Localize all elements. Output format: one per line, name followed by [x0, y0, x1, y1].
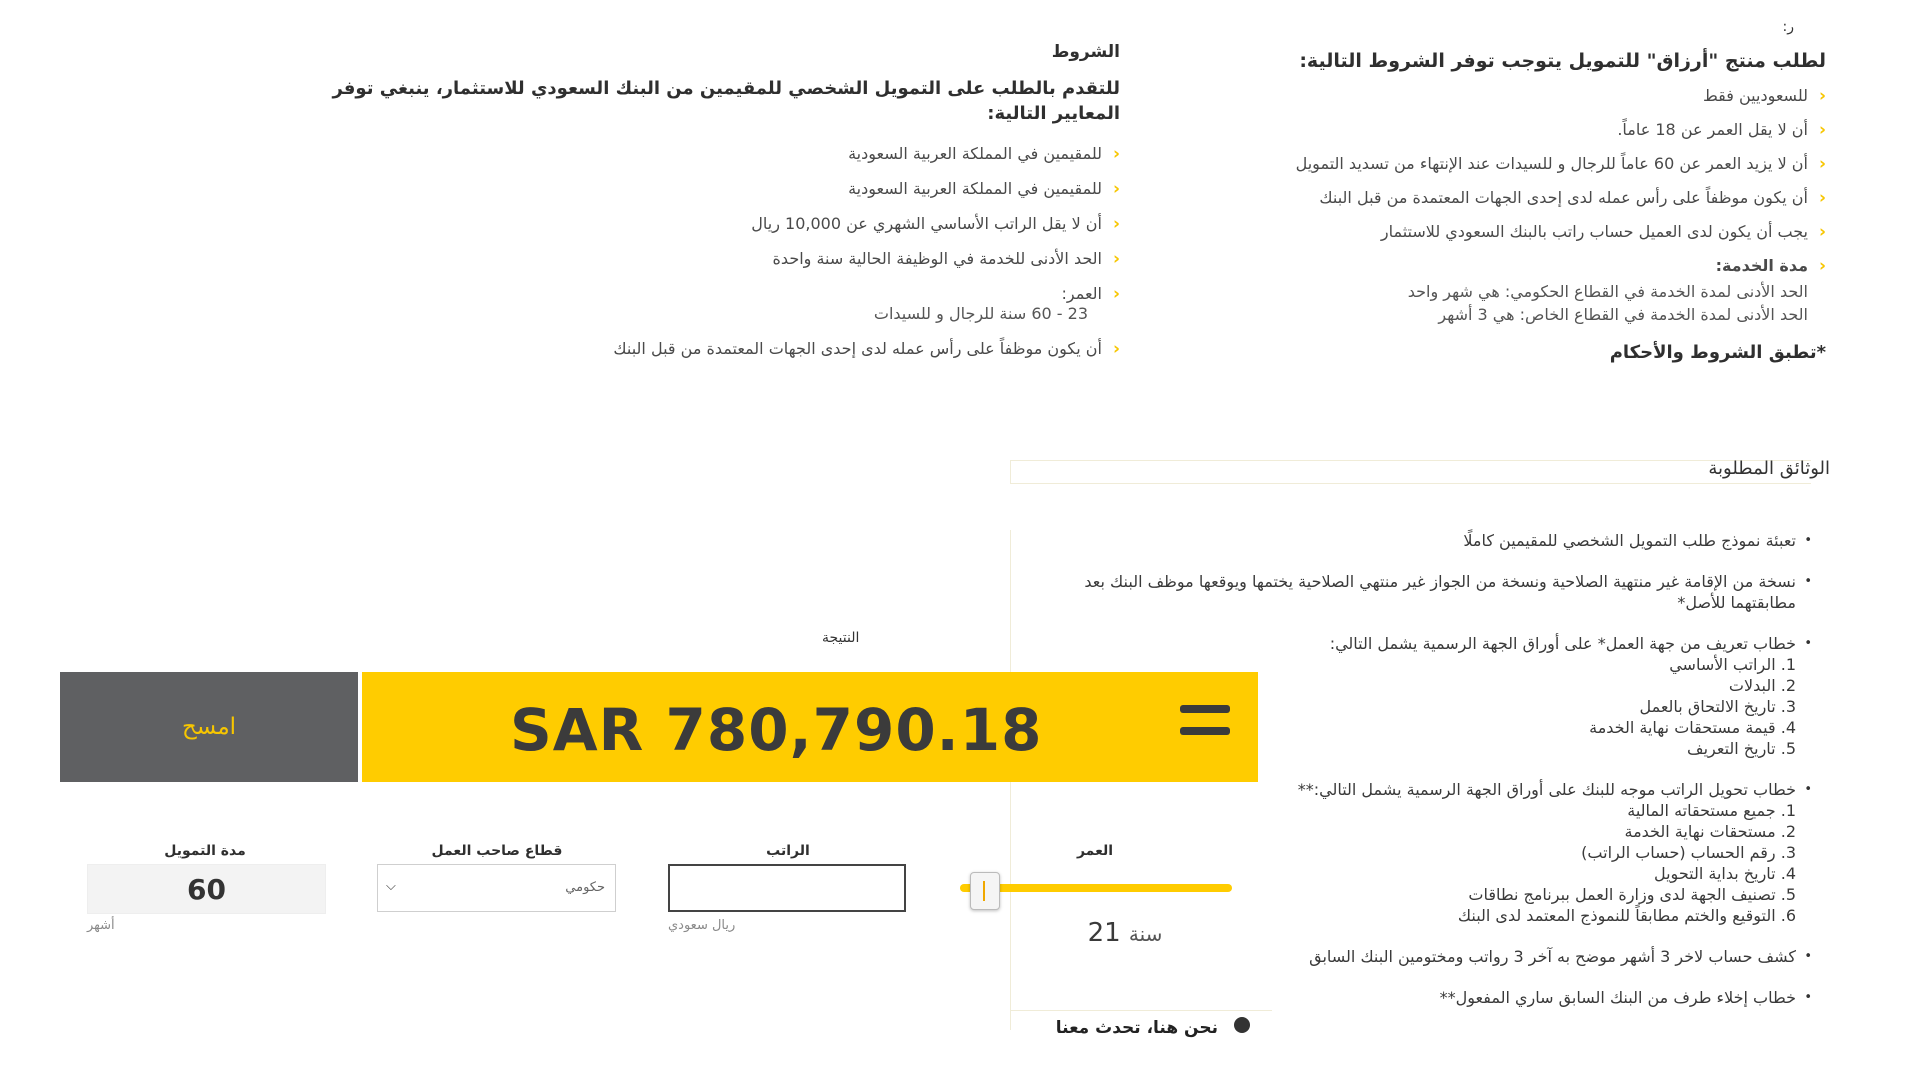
list-item: ‹ أن لا يقل الراتب الأساسي الشهري عن 10,000 ريال — [751, 214, 1120, 234]
list-item: • تعبئة نموذج طلب التمويل الشخصي للمقيمين كاملًا — [1463, 531, 1812, 550]
arzaq-conditions-section — [1226, 19, 1826, 363]
chevron-left-icon: ‹ — [1112, 284, 1120, 304]
age-readout — [1055, 918, 1195, 948]
term-label: مدة التمويل — [164, 843, 246, 859]
list-item: ‹ للمقيمين في المملكة العربية السعودية — [848, 144, 1120, 164]
sub-item: 3. رقم الحساب (حساب الراتب) — [1581, 843, 1796, 862]
chevron-left-icon: ‹ — [1112, 339, 1120, 359]
documents-header-box — [1010, 460, 1811, 484]
list-item: ‹ أن لا يزيد العمر عن 60 عاماً للرجال و للسيدات عند الإنتهاء من تسديد التمويل — [1295, 154, 1826, 174]
term-input[interactable]: 60 — [87, 864, 326, 914]
service-duration-title: مدة الخدمة: — [1715, 256, 1808, 275]
documents-title: الوثائق المطلوبة — [1708, 458, 1830, 479]
salary-label: الراتب — [766, 843, 810, 859]
chevron-left-icon: ‹ — [1112, 179, 1120, 199]
chevron-left-icon: ‹ — [1818, 188, 1826, 208]
list-item: ‹ للمقيمين في المملكة العربية السعودية — [848, 179, 1120, 199]
sub-item: 4. تاريخ بداية التحويل — [1653, 864, 1796, 883]
bullet-icon: • — [1804, 990, 1812, 1005]
list-item: • نسخة من الإقامة غير منتهية الصلاحية ونسخة من الجواز غير منتهي الصلاحية يختمها ويوقعها موظف البنك بعد مطابقتهما للأصل* — [1084, 572, 1812, 612]
age-unit: سنة — [1128, 922, 1163, 946]
bullet-icon: • — [1804, 636, 1812, 651]
conditions-intro: للتقدم بالطلب على التمويل الشخصي للمقيمين من البنك السعودي للاستثمار، ينبغي توفر المعايير التالية: — [332, 78, 1120, 124]
sub-item: 2. مستحقات نهاية الخدمة — [1624, 822, 1796, 841]
bullet-icon: • — [1804, 533, 1812, 548]
result-value: SAR 780,790.18 — [510, 696, 1043, 764]
list-item: ‹ أن يكون موظفاً على رأس عمله لدى إحدى الجهات المعتمدة من قبل البنك — [613, 339, 1120, 359]
chevron-left-icon: ‹ — [1818, 154, 1826, 174]
chat-icon[interactable] — [1234, 1017, 1250, 1033]
bullet-icon: • — [1804, 782, 1812, 797]
sub-item: 1. الراتب الأساسي — [1669, 655, 1796, 674]
arzaq-heading: لطلب منتج "أرزاق" للتمويل يتوجب توفر الشروط التالية: — [1299, 50, 1826, 72]
chevron-left-icon: ‹ — [1818, 120, 1826, 140]
resident-conditions-list — [280, 144, 1120, 359]
sub-item: 1. جميع مستحقاته المالية — [1627, 801, 1796, 820]
sub-item: 6. التوقيع والختم مطابقاً للنموذج المعتمد لدى البنك — [1457, 906, 1796, 925]
bullet-icon: • — [1804, 949, 1812, 964]
chevron-left-icon: ‹ — [1112, 144, 1120, 164]
service-line: الحد الأدنى لمدة الخدمة في القطاع الخاص: هي 3 أشهر — [1438, 305, 1808, 324]
conditions-title: الشروط — [1051, 42, 1120, 62]
result-bar — [362, 672, 1258, 782]
clear-button[interactable]: امسح — [60, 672, 358, 782]
salary-input[interactable] — [668, 864, 906, 912]
arzaq-conditions-list — [1226, 86, 1826, 276]
bullet-icon: • — [1804, 574, 1812, 589]
list-item — [1226, 256, 1826, 276]
chevron-left-icon: ‹ — [1818, 256, 1826, 276]
sub-item: 2. البدلات — [1728, 676, 1796, 695]
chevron-down-icon: ⌵ — [386, 879, 396, 894]
list-item: • خطاب تحويل الراتب موجه للبنك على أوراق الجهة الرسمية يشمل التالي:** 1. جميع مستحقاته المالية 2. مستحقات نهاية الخدمة 3. رقم الحساب (حساب الراتب) 4. تاريخ بداية التحويل 5. تصنيف الجهة لدى وزارة العمل ببرنامج نطاقات 6. التوقيع والختم مطابقاً للنموذج المعتمد لدى البنك — [1022, 779, 1812, 926]
list-item: • خطاب تعريف من جهة العمل* على أوراق الجهة الرسمية يشمل التالي: 1. الراتب الأساسي 2. البدلات 3. تاريخ الالتحاق بالعمل 4. قيمة مستحقات نهاية الخدمة 5. تاريخ التعريف — [1022, 633, 1812, 759]
service-line: الحد الأدنى لمدة الخدمة في القطاع الحكومي: هي شهر واحد — [1407, 282, 1808, 301]
result-label: النتيجة — [822, 630, 860, 646]
list-item: ‹ الحد الأدنى للخدمة في الوظيفة الحالية سنة واحدة — [772, 249, 1120, 269]
chevron-left-icon: ‹ — [1112, 214, 1120, 234]
list-item: ‹ يجب أن يكون لدى العميل حساب راتب بالبنك السعودي للاستثمار — [1380, 222, 1826, 242]
list-item: • خطاب إخلاء طرف من البنك السابق ساري المفعول** — [1439, 988, 1812, 1007]
age-value: 21 — [1087, 918, 1121, 948]
sector-label: قطاع صاحب العمل — [431, 843, 563, 859]
salary-unit: ريال سعودي — [668, 918, 736, 933]
list-item: • كشف حساب لاخر 3 أشهر موضح به آخر 3 رواتب ومختومين البنك السابق — [1309, 947, 1812, 966]
terms-note: *تطبق الشروط والأحكام — [1609, 342, 1826, 363]
list-item: ‹ العمر: 23 - 60 سنة للرجال و للسيدات — [280, 284, 1120, 324]
list-item: ‹ أن لا يقل العمر عن 18 عاماً. — [1617, 120, 1826, 140]
resident-conditions-section — [280, 42, 1120, 374]
sub-item: 3. تاريخ الالتحاق بالعمل — [1639, 697, 1796, 716]
sector-select[interactable] — [377, 864, 616, 912]
sub-item: 5. تصنيف الجهة لدى وزارة العمل ببرنامج نطاقات — [1468, 885, 1796, 904]
hamburger-menu-icon[interactable] — [1180, 705, 1230, 743]
age-slider-handle[interactable] — [970, 872, 1000, 910]
truncated-text: ر: — [1782, 19, 1794, 35]
chevron-left-icon: ‹ — [1818, 222, 1826, 242]
sub-item: 5. تاريخ التعريف — [1687, 739, 1796, 758]
sector-selected-value: حكومي — [565, 880, 605, 895]
age-slider-track[interactable] — [960, 884, 1232, 892]
sub-item: 4. قيمة مستحقات نهاية الخدمة — [1589, 718, 1796, 737]
term-unit: أشهر — [87, 918, 115, 933]
chevron-left-icon: ‹ — [1818, 86, 1826, 106]
age-label: العمر — [1076, 843, 1114, 859]
list-item: ‹ للسعوديين فقط — [1702, 86, 1826, 106]
age-range-value: 23 - 60 سنة للرجال و للسيدات — [873, 304, 1088, 323]
chevron-left-icon: ‹ — [1112, 249, 1120, 269]
chat-label[interactable]: نحن هنا، تحدث معنا — [1055, 1018, 1218, 1038]
list-item: ‹ أن يكون موظفاً على رأس عمله لدى إحدى الجهات المعتمدة من قبل البنك — [1319, 188, 1826, 208]
